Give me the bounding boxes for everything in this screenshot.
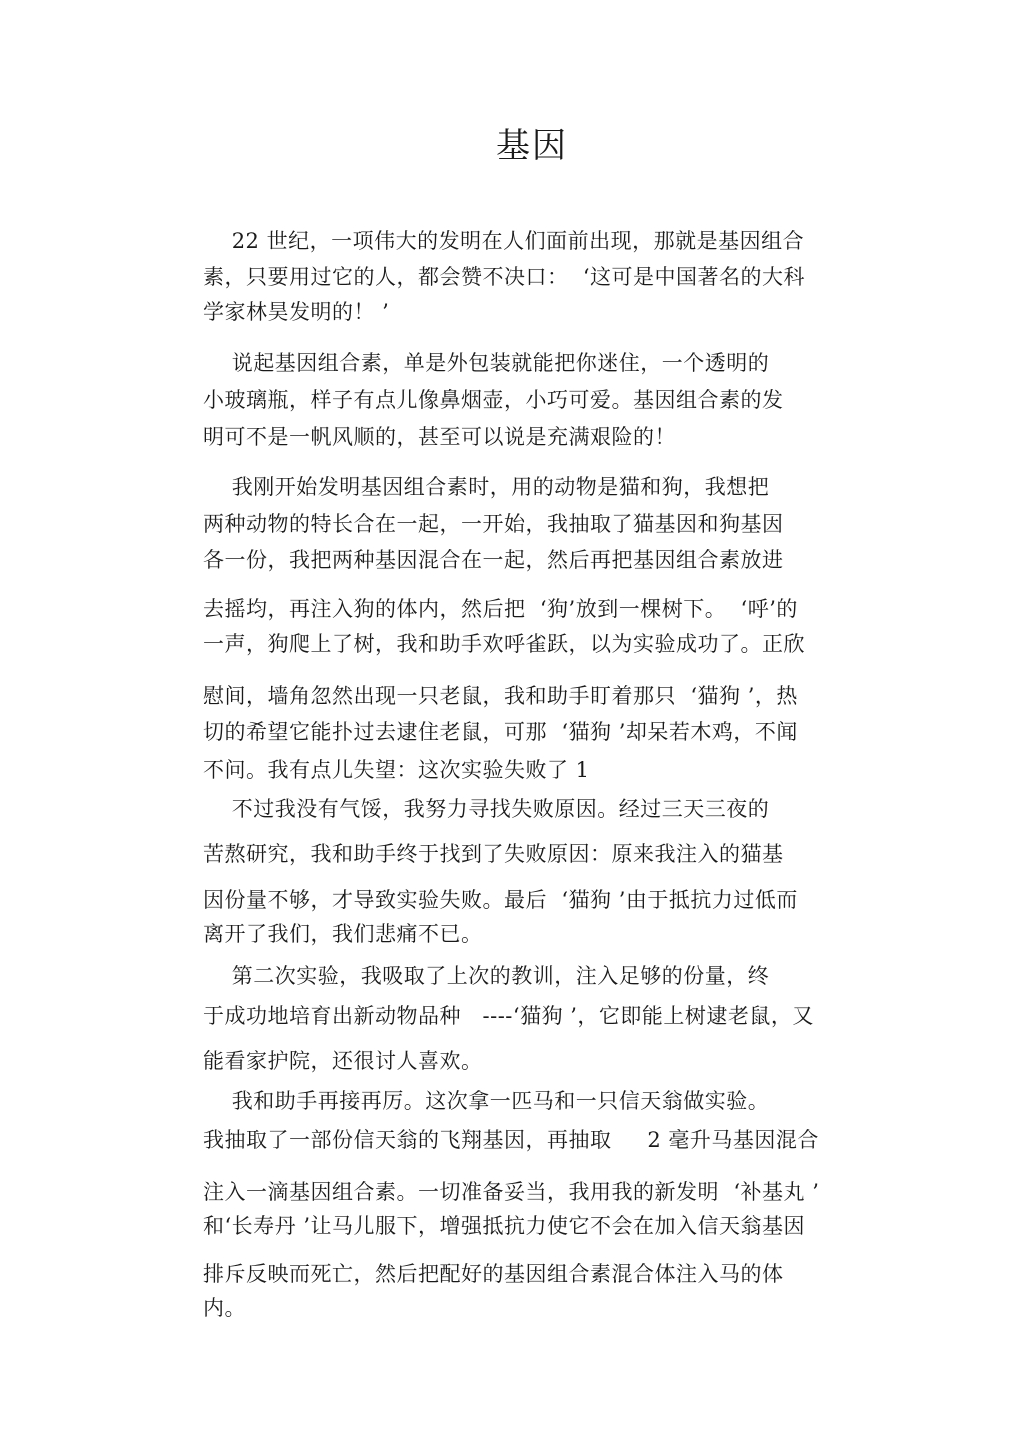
text-line: 学家林昊发明的！ ’ bbox=[203, 300, 390, 324]
text-line: 注入一滴基因组合素。一切准备妥当，我用我的新发明 ‘补基丸 ’ bbox=[203, 1180, 820, 1204]
text-line: 去摇均，再注入狗的体内，然后把 ‘狗’放到一棵树下。 ‘呼’的 bbox=[203, 597, 798, 621]
text-line: 苦熬研究，我和助手终于找到了失败原因：原来我注入的猫基 bbox=[203, 842, 784, 866]
text-line: 切的希望它能扑过去逮住老鼠，可那 ‘猫狗 ’却呆若木鸡，不闻 bbox=[203, 720, 798, 744]
text-line: 不过我没有气馁，我努力寻找失败原因。经过三天三夜的 bbox=[203, 797, 770, 821]
text-line: 排斥反映而死亡，然后把配好的基因组合素混合体注入马的体 bbox=[203, 1262, 784, 1286]
text-line: 能看家护院，还很讨人喜欢。 bbox=[203, 1049, 483, 1073]
text-line: 素，只要用过它的人，都会赞不决口： ‘这可是中国著名的大科 bbox=[203, 265, 806, 289]
text-line: 慰间，墙角忽然出现一只老鼠，我和助手盯着那只 ‘猫狗 ’，热 bbox=[203, 684, 798, 708]
document-title: 基因 bbox=[496, 126, 568, 166]
text-line: 第二次实验，我吸取了上次的教训，注入足够的份量，终 bbox=[203, 964, 770, 988]
text-line: 说起基因组合素，单是外包装就能把你迷住，一个透明的 bbox=[203, 351, 770, 375]
text-line: 各一份，我把两种基因混合在一起，然后再把基因组合素放进 bbox=[203, 548, 784, 572]
text-line: 22 世纪，一项伟大的发明在人们面前出现，那就是基因组合 bbox=[203, 229, 805, 253]
text-line: 两种动物的特长合在一起，一开始，我抽取了猫基因和狗基因 bbox=[203, 512, 784, 536]
text-line: 离开了我们，我们悲痛不已。 bbox=[203, 922, 483, 946]
text-line: 于成功地培育出新动物品种 ----‘猫狗 ’，它即能上树逮老鼠，又 bbox=[203, 1004, 814, 1028]
text-line: 不问。我有点儿失望：这次实验失败了 1 bbox=[203, 758, 590, 782]
text-line: 我和助手再接再厉。这次拿一匹马和一只信天翁做实验。 bbox=[203, 1089, 770, 1113]
text-line: 一声，狗爬上了树，我和助手欢呼雀跃，以为实验成功了。正欣 bbox=[203, 632, 805, 656]
text-line: 内。 bbox=[203, 1296, 246, 1320]
text-line: 和‘长寿丹 ’让马儿服下，增强抵抗力使它不会在加入信天翁基因 bbox=[203, 1214, 806, 1238]
text-line: 小玻璃瓶，样子有点儿像鼻烟壶，小巧可爱。基因组合素的发 bbox=[203, 388, 784, 412]
text-line: 因份量不够，才导致实验失败。最后 ‘猫狗 ’由于抵抗力过低而 bbox=[203, 888, 798, 912]
text-line: 明可不是一帆风顺的，甚至可以说是充满艰险的！ bbox=[203, 425, 676, 449]
text-line: 我抽取了一部份信天翁的飞翔基因，再抽取 2 毫升马基因混合 bbox=[203, 1128, 819, 1152]
text-line: 我刚开始发明基因组合素时，用的动物是猫和狗，我想把 bbox=[203, 475, 770, 499]
